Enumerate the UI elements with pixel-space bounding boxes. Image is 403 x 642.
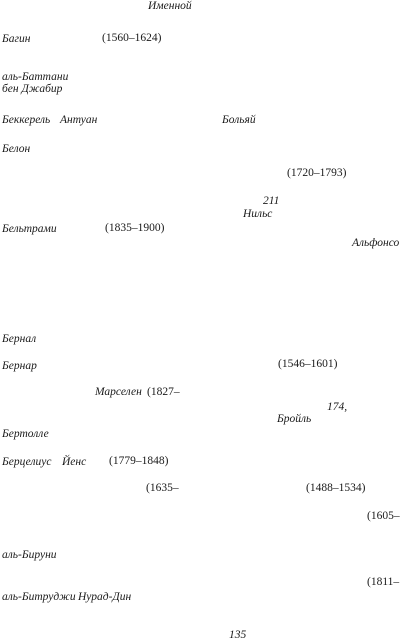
entry-name-continued: бен Джабир: [2, 83, 63, 95]
entry-name: Багин: [2, 33, 31, 45]
entry-name: аль-Битруджи: [2, 591, 76, 603]
entry-dates: (1635–: [146, 482, 179, 494]
entry-name: аль-Бируни: [2, 549, 57, 561]
entry-dates: (1546–1601): [278, 358, 338, 370]
page-reference: 211: [263, 195, 280, 207]
entry-given-name: Йенс: [62, 456, 87, 468]
entry-given-name: Антуан: [60, 114, 98, 126]
entry-given-name: Нурад-Дин: [78, 591, 132, 603]
page-reference: 174,: [327, 401, 348, 413]
page-number: 135: [229, 629, 247, 641]
entry-dates: (1488–1534): [306, 482, 366, 494]
entry-dates: (1779–1848): [109, 455, 169, 467]
entry-surname: Бройль: [277, 413, 312, 425]
entry-name: Белон: [2, 143, 31, 155]
entry-name: Бернар: [2, 360, 37, 372]
entry-name: Бернал: [2, 333, 37, 345]
entry-dates: (1720–1793): [287, 167, 347, 179]
entry-dates: (1835–1900): [105, 222, 165, 234]
entry-given-name: Альфонсо: [352, 237, 400, 249]
entry-given-name: Марселен: [95, 386, 142, 398]
entry-dates: (1827–: [147, 386, 180, 398]
entry-dates: (1560–1624): [102, 32, 162, 44]
entry-name: Бертолле: [2, 428, 49, 440]
entry-name: аль-Баттани: [2, 71, 69, 83]
entry-dates: (1811–: [367, 576, 400, 588]
entry-dates: (1605–: [367, 510, 400, 522]
running-head: Именной: [148, 0, 192, 12]
entry-name: Больяй: [222, 114, 256, 126]
entry-given-name: Нильс: [243, 208, 273, 220]
entry-surname: Беккерель: [2, 114, 51, 126]
entry-name: Бельтрами: [2, 223, 57, 235]
entry-surname: Берцелиус: [2, 456, 52, 468]
